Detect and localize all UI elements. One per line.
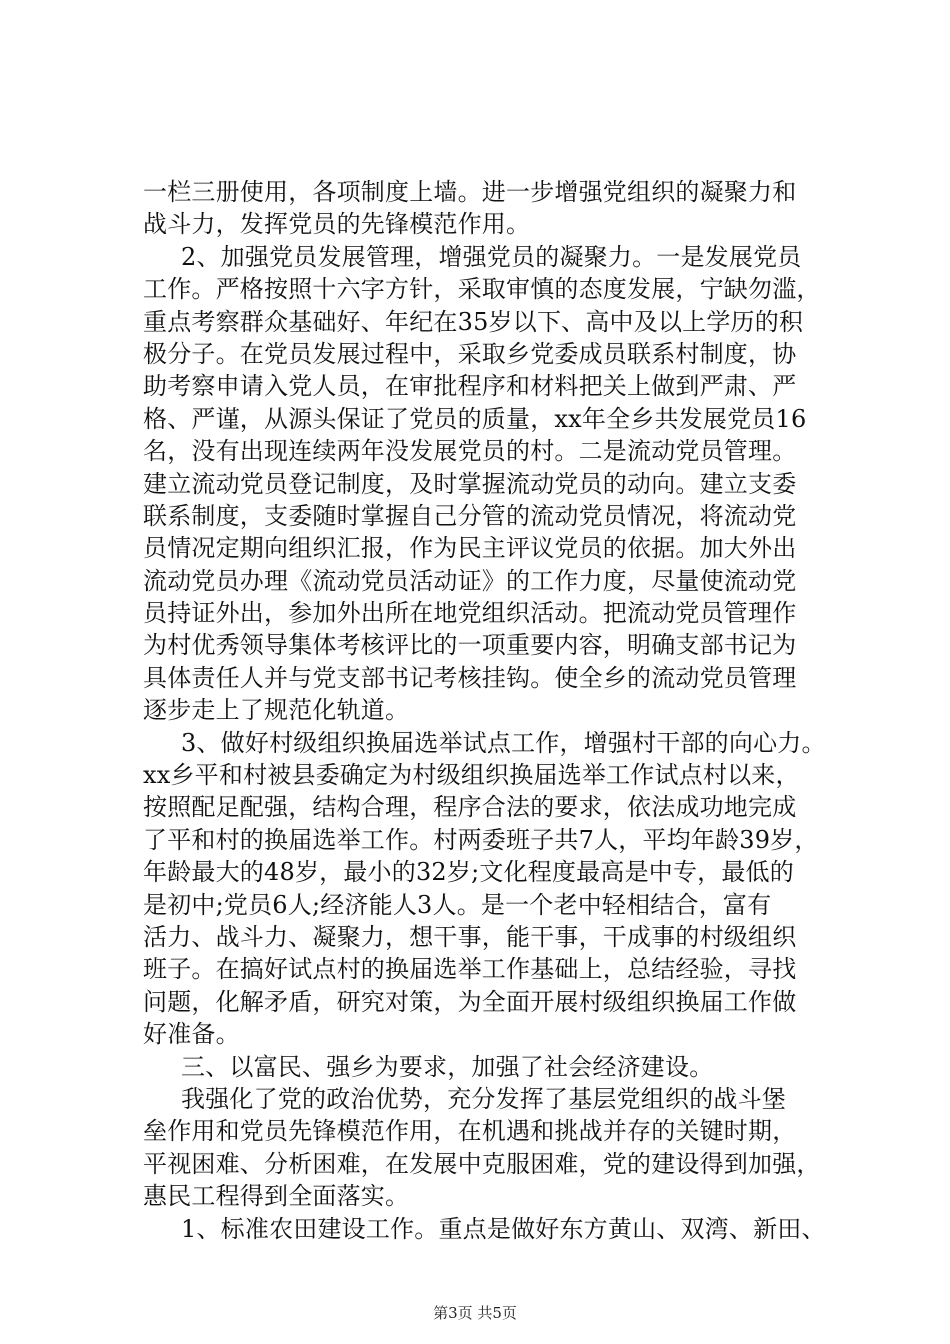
text-line: 按照配足配强，结构合理，程序合法的要求，依法成功地完成 <box>143 793 797 822</box>
text-line: 名，没有出现连续两年没发展党员的村。二是流动党员管理。 <box>143 437 797 466</box>
text-line: 三、以富民、强乡为要求，加强了社会经济建设。 <box>181 1052 714 1081</box>
document-body <box>143 176 843 1245</box>
page-footer: 第3页 共5页 <box>433 1304 517 1322</box>
text-line: 好准备。 <box>143 1020 240 1049</box>
text-line: 为村优秀领导集体考核评比的一项重要内容，明确支部书记为 <box>143 631 797 660</box>
text-line: 战斗力，发挥党员的先锋模范作用。 <box>143 210 531 239</box>
text-line: 工作。严格按照十六字方针，采取审慎的态度发展，宁缺勿滥， <box>143 275 821 304</box>
text-line: 具体责任人并与党支部书记考核挂钩。使全乡的流动党员管理 <box>143 663 797 692</box>
text-line: 极分子。在党员发展过程中，采取乡党委成员联系村制度，协 <box>143 339 797 368</box>
text-line: 垒作用和党员先锋模范作用，在机遇和挑战并存的关键时期， <box>143 1117 797 1146</box>
text-line: xx乡平和村被县委确定为村级组织换届选举工作试点村以来， <box>143 761 800 790</box>
text-line: 是初中;党员6人;经济能人3人。是一个老中轻相结合，富有 <box>143 890 772 919</box>
text-line: 建立流动党员登记制度，及时掌握流动党员的动向。建立支委 <box>143 469 797 498</box>
text-line: 一栏三册使用，各项制度上墙。进一步增强党组织的凝聚力和 <box>143 178 797 206</box>
text-line: 格、严谨，从源头保证了党员的质量，xx年全乡共发展党员16 <box>143 404 807 433</box>
text-line: 重点考察群众基础好、年纪在35岁以下、高中及以上学历的积 <box>143 307 804 336</box>
text-line: 年龄最大的48岁，最小的32岁;文化程度最高是中专，最低的 <box>143 858 794 887</box>
text-line: 惠民工程得到全面落实。 <box>143 1182 410 1211</box>
text-line: 2、加强党员发展管理，增强党员的凝聚力。一是发展党员 <box>181 242 802 271</box>
text-line: 1、标准农田建设工作。重点是做好东方黄山、双湾、新田、 <box>181 1214 826 1243</box>
text-line: 员持证外出，参加外出所在地党组织活动。把流动党员管理作 <box>143 599 797 628</box>
text-line: 流动党员办理《流动党员活动证》的工作力度，尽量使流动党 <box>143 566 797 595</box>
text-line: 班子。在搞好试点村的换届选举工作基础上，总结经验，寻找 <box>143 955 797 984</box>
text-line: 平视困难、分析困难，在发展中克服困难，党的建设得到加强， <box>143 1149 821 1178</box>
text-line: 逐步走上了规范化轨道。 <box>143 696 410 725</box>
text-line: 问题，化解矛盾，研究对策，为全面开展村级组织换届工作做 <box>143 987 797 1016</box>
text-line: 员情况定期向组织汇报，作为民主评议党员的依据。加大外出 <box>143 534 797 563</box>
text-line: 我强化了党的政治优势，充分发挥了基层党组织的战斗堡 <box>181 1084 786 1113</box>
text-line: 活力、战斗力、凝聚力，想干事，能干事，干成事的村级组织 <box>143 922 797 951</box>
text-line: 3、做好村级组织换届选举试点工作，增强村干部的向心力。 <box>181 728 826 757</box>
text-line: 了平和村的换届选举工作。村两委班子共7人，平均年龄39岁， <box>143 825 819 854</box>
text-line: 联系制度，支委随时掌握自己分管的流动党员情况，将流动党 <box>143 501 797 530</box>
text-line: 助考察申请入党人员，在审批程序和材料把关上做到严肃、严 <box>143 372 797 401</box>
